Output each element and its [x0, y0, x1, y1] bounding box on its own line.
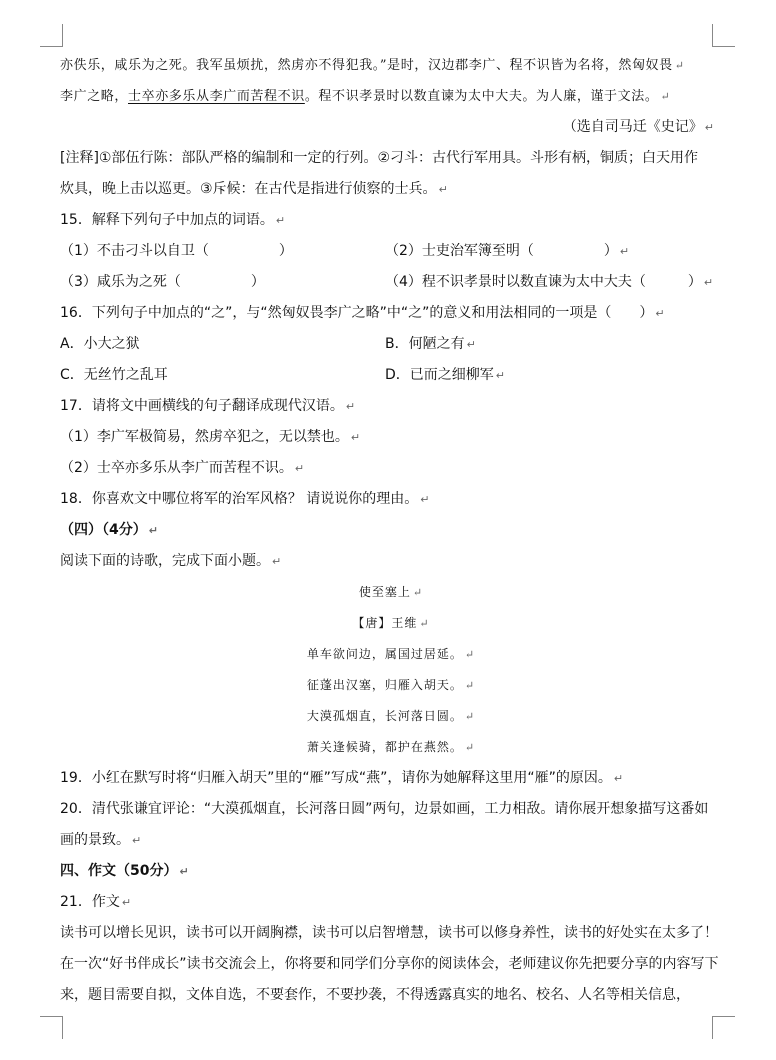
passage-text: 。程不识孝景时以数直谏为太中大夫。为人廉，谨于文法。	[304, 89, 659, 104]
option-d: D．已而之细柳军	[385, 367, 494, 383]
question-15-item: （4）程不识孝景时以数直谏为太中大夫（ ）	[385, 274, 702, 290]
corner-mark-top-left	[40, 24, 63, 47]
question-21-label: 21．作文 ↵	[60, 894, 132, 910]
question-19-stem: 19．小红在默写时将“归雁入胡天”里的“雁”写成“燕”，请你为她解释这里用“雁”的原因。 ↵	[60, 770, 624, 786]
question-18-stem: 18．你喜欢文中哪位将军的治军风格？ 请说说你的理由。 ↵	[60, 491, 430, 507]
passage-text: 李广之略，	[60, 89, 129, 104]
poem-line: 单车欲问边，属国过居延。 ↵	[306, 647, 476, 661]
question-15-stem: 15．解释下列句子中加点的词语。 ↵	[60, 212, 286, 228]
question-17-stem: 17．请将文中画横线的句子翻译成现代汉语。 ↵	[60, 398, 356, 414]
passage-source: （选自司马迁《史记》 ↵	[562, 119, 714, 135]
question-15-row: （3）咸乐为之死（ ） （4）程不识孝景时以数直谏为太中大夫（ ） ↵	[60, 274, 714, 290]
section-4-intro: 阅读下面的诗歌，完成下面小题。 ↵	[60, 553, 282, 569]
poem-line: 萧关逢候骑，都护在燕然。 ↵	[306, 740, 476, 754]
question-17-item: （2）士卒亦多乐从李广而苦程不识。 ↵	[60, 460, 305, 476]
question-15-item: （3）咸乐为之死（ ）	[60, 274, 265, 290]
underlined-sentence: 士卒亦多乐从李广而苦程不识	[128, 89, 305, 104]
question-16-options: A．小大之狱 B．何陋之有 ↵	[60, 336, 476, 352]
poem-title: 使至塞上 ↵	[358, 585, 424, 599]
composition-paragraph: 在一次“好书伴成长”读书交流会上，你将要和同学们分享你的阅读体会，老师建议你先把要分享的内容写下来，题目需要自拟，文体自选，不要套作，不要抄袭，不得透露真实的地名、校名、人名等相关信息，	[60, 956, 719, 1003]
notes-line: [注释]①部伍行陈：部队严格的编制和一定的行列。②刁斗：古代行军用具。斗形有柄，铜质；白天用作	[60, 150, 699, 166]
question-17-item: （1）李广军极简易，然虏卒犯之，无以禁也。 ↵	[60, 429, 361, 445]
composition-heading: 四、作文（50分） ↵	[60, 863, 189, 879]
corner-mark-bottom-left	[40, 1016, 63, 1039]
document-page	[60, 50, 722, 1011]
question-15-item: （1）不击刁斗以自卫（ ）	[60, 243, 293, 259]
question-16-options: C．无丝竹之乱耳 D．已而之细柳军 ↵	[60, 367, 505, 383]
composition-paragraph: 读书可以增长见识，读书可以开阔胸襟，读书可以启智增慧，读书可以修身养性，读书的好处实在太多了！	[60, 925, 718, 941]
corner-mark-bottom-right	[712, 1016, 735, 1039]
passage-line: 亦佚乐，咸乐为之死。我军虽烦扰，然虏亦不得犯我。”是时，汉边郡李广、程不识皆为名将，然匈奴畏 ↵	[60, 58, 685, 73]
notes-line: 炊具，晚上击以巡更。③斥候：在古代是指进行侦察的士兵。 ↵	[60, 181, 448, 197]
poem-line: 大漠孤烟直，长河落日圆。 ↵	[306, 709, 476, 723]
poem-author: 【唐】王维 ↵	[352, 616, 430, 630]
option-a: A．小大之狱	[60, 336, 140, 352]
question-15-item: （2）士吏治军簿至明（ ）	[385, 243, 618, 259]
option-b: B．何陋之有	[385, 336, 465, 352]
poem-line: 征蓬出汉塞，归雁入胡天。 ↵	[306, 678, 476, 692]
question-15-row: （1）不击刁斗以自卫（ ） （2）士吏治军簿至明（ ） ↵	[60, 243, 630, 259]
passage-line: 李广之略，士卒亦多乐从李广而苦程不识。程不识孝景时以数直谏为太中大夫。为人廉，谨于文法。 ↵	[60, 89, 671, 104]
section-4-heading: （四）（4分） ↵	[60, 522, 158, 538]
question-20-stem: 20．清代张谦宜评论：“大漠孤烟直，长河落日圆”两句，边景如画，工力相敌。请你展开想象描写这番如画的景致。 ↵	[60, 801, 709, 848]
corner-mark-top-right	[712, 24, 735, 47]
option-c: C．无丝竹之乱耳	[60, 367, 168, 383]
question-16-stem: 16．下列句子中加点的“之”，与“然匈奴畏李广之略”中“之”的意义和用法相同的一项是（ ） ↵	[60, 305, 665, 321]
passage-text: 亦佚乐，咸乐为之死。我军虽烦扰，然虏亦不得犯我。”是时，汉边郡李广、程不识皆为名将，然匈奴畏	[60, 58, 673, 73]
